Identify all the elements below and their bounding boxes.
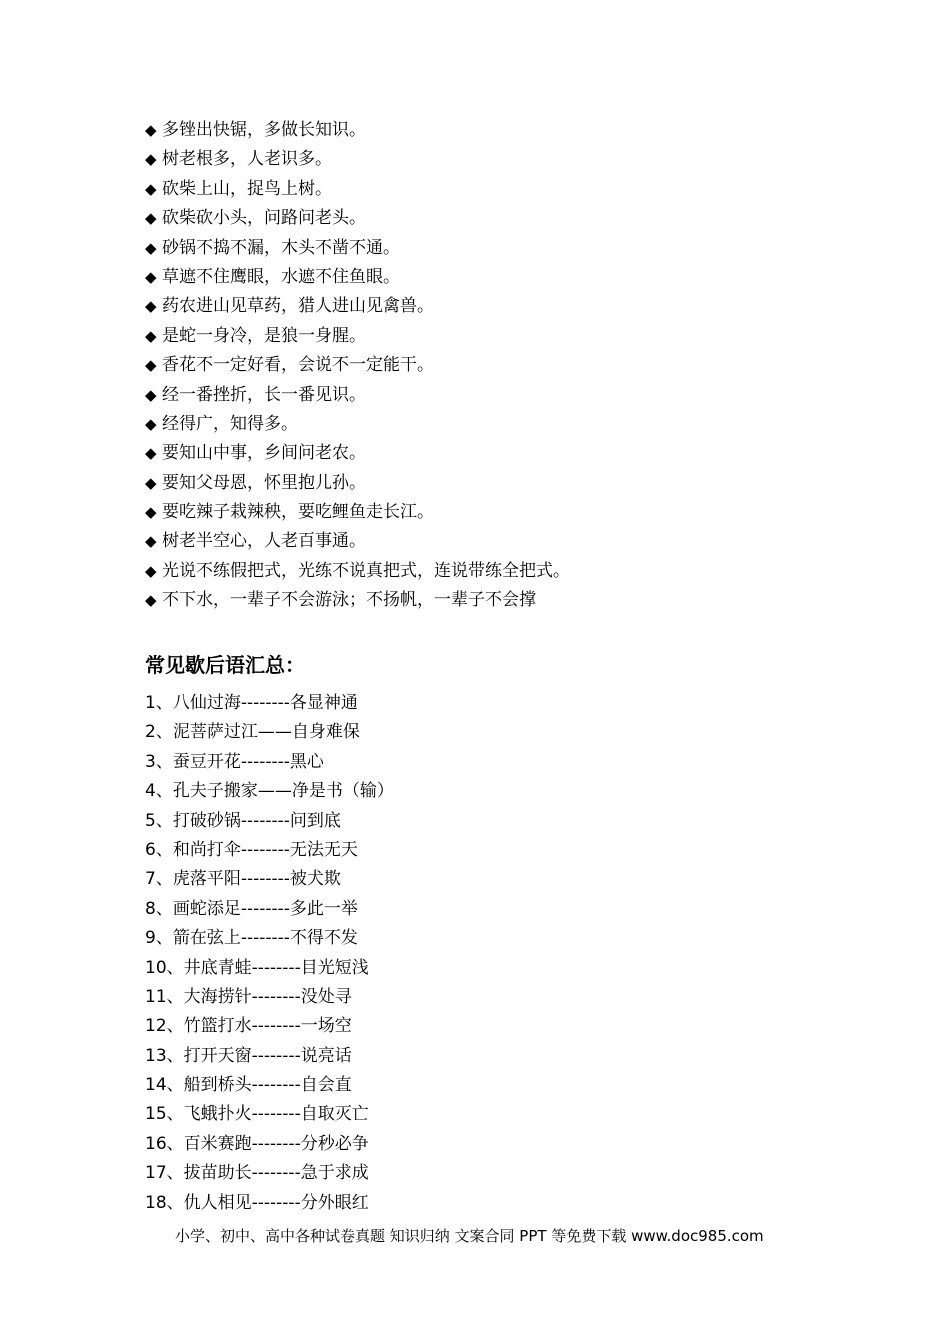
proverb-item [145,351,905,380]
footer-note: 小学、初中、高中各种试卷真题 知识归纳 文案合同 PPT 等免费下载 www.doc985.com [175,1227,764,1245]
xiehouyu-item: 7、虎落平阳--------被犬欺 [145,869,341,890]
diamond-bullet-icon: ◆ [145,444,157,463]
proverb-item [145,116,905,145]
proverb-item [145,145,905,174]
proverb-item [145,263,905,292]
xiehouyu-item: 2、泥菩萨过江——自身难保 [145,722,360,743]
diamond-bullet-icon: ◆ [145,385,157,404]
xiehouyu-item: 5、打破砂锅--------问到底 [145,810,341,831]
diamond-bullet-icon: ◆ [145,150,157,169]
proverb-item [145,527,905,556]
proverb-text: 砂锅不捣不漏，木头不凿不通。 [162,237,400,258]
xiehouyu-item: 9、箭在弦上--------不得不发 [145,928,358,949]
xiehouyu-item: 16、百米赛跑--------分秒必争 [145,1133,369,1154]
proverb-text: 草遮不住鹰眼，水遮不住鱼眼。 [162,266,400,287]
diamond-bullet-icon: ◆ [145,473,157,492]
proverb-item [145,234,905,263]
xiehouyu-item: 8、画蛇添足--------多此一举 [145,898,358,919]
proverb-text: 树老根多，人老识多。 [162,149,332,170]
diamond-bullet-icon: ◆ [145,209,157,228]
diamond-bullet-icon: ◆ [145,414,157,433]
proverb-item [145,469,905,498]
xiehouyu-item: 13、打开天窗--------说亮话 [145,1045,352,1066]
diamond-bullet-icon: ◆ [145,121,157,139]
diamond-bullet-icon: ◆ [145,267,157,286]
diamond-bullet-icon: ◆ [145,532,157,551]
xiehouyu-item: 1、八仙过海--------各显神通 [145,693,358,713]
xiehouyu-item: 14、船到桥头--------自会直 [145,1075,352,1096]
xiehouyu-item: 12、竹篮打水--------一场空 [145,1016,352,1037]
xiehouyu-list [145,689,905,1218]
diamond-bullet-icon: ◆ [145,561,157,580]
proverb-item [145,410,905,439]
proverb-text: 要知父母恩，怀里抱儿孙。 [162,472,366,493]
proverb-text: 树老半空心，人老百事通。 [162,531,366,552]
xiehouyu-item: 10、井底青蛙--------目光短浅 [145,957,369,978]
proverb-item [145,292,905,321]
proverb-text: 香花不一定好看，会说不一定能干。 [162,355,434,376]
proverb-text: 砍柴砍小头，问路问老头。 [162,208,366,229]
proverb-item [145,439,905,468]
xiehouyu-item: 11、大海捞针--------没处寻 [145,986,352,1007]
proverb-item [145,381,905,410]
diamond-bullet-icon: ◆ [145,503,157,522]
xiehouyu-item: 3、蚕豆开花--------黑心 [145,751,324,772]
xiehouyu-item: 17、拔苗助长--------急于求成 [145,1163,369,1184]
proverb-text: 光说不练假把式，光练不说真把式，连说带练全把式。 [162,560,570,581]
proverb-text: 经得广，知得多。 [162,413,298,434]
proverb-text: 砍柴上山，捉鸟上树。 [162,178,332,199]
proverb-text: 经一番挫折，长一番见识。 [162,384,366,405]
diamond-bullet-icon: ◆ [145,238,157,257]
proverb-item [145,204,905,233]
proverb-text: 多锉出快锯，多做长知识。 [162,120,366,140]
proverb-item [145,557,905,586]
proverb-text: 不下水，一辈子不会游泳；不扬帆，一辈子不会撑 [162,590,536,611]
proverb-item [145,175,905,204]
proverb-item [145,322,905,351]
xiehouyu-item: 15、飞蛾扑火--------自取灭亡 [145,1104,369,1125]
proverb-text: 要知山中事，乡间问老农。 [162,443,366,464]
diamond-bullet-icon: ◆ [145,297,157,316]
proverb-text: 要吃辣子栽辣秧，要吃鲤鱼走长江。 [162,502,434,523]
proverb-text: 是蛇一身冷，是狼一身腥。 [162,325,366,346]
section-title: 常见歇后语汇总： [145,653,305,677]
diamond-bullet-icon: ◆ [145,326,157,345]
xiehouyu-item: 6、和尚打伞--------无法无天 [145,839,358,860]
diamond-bullet-icon: ◆ [145,591,157,610]
proverb-item [145,586,905,615]
proverb-list [145,116,905,616]
xiehouyu-item: 18、仇人相见--------分外眼红 [145,1192,369,1213]
diamond-bullet-icon: ◆ [145,179,157,198]
diamond-bullet-icon: ◆ [145,356,157,375]
proverb-text: 药农进山见草药，猎人进山见禽兽。 [162,296,434,317]
xiehouyu-item: 4、孔夫子搬家——净是书（输） [145,781,394,802]
proverb-item [145,498,905,527]
